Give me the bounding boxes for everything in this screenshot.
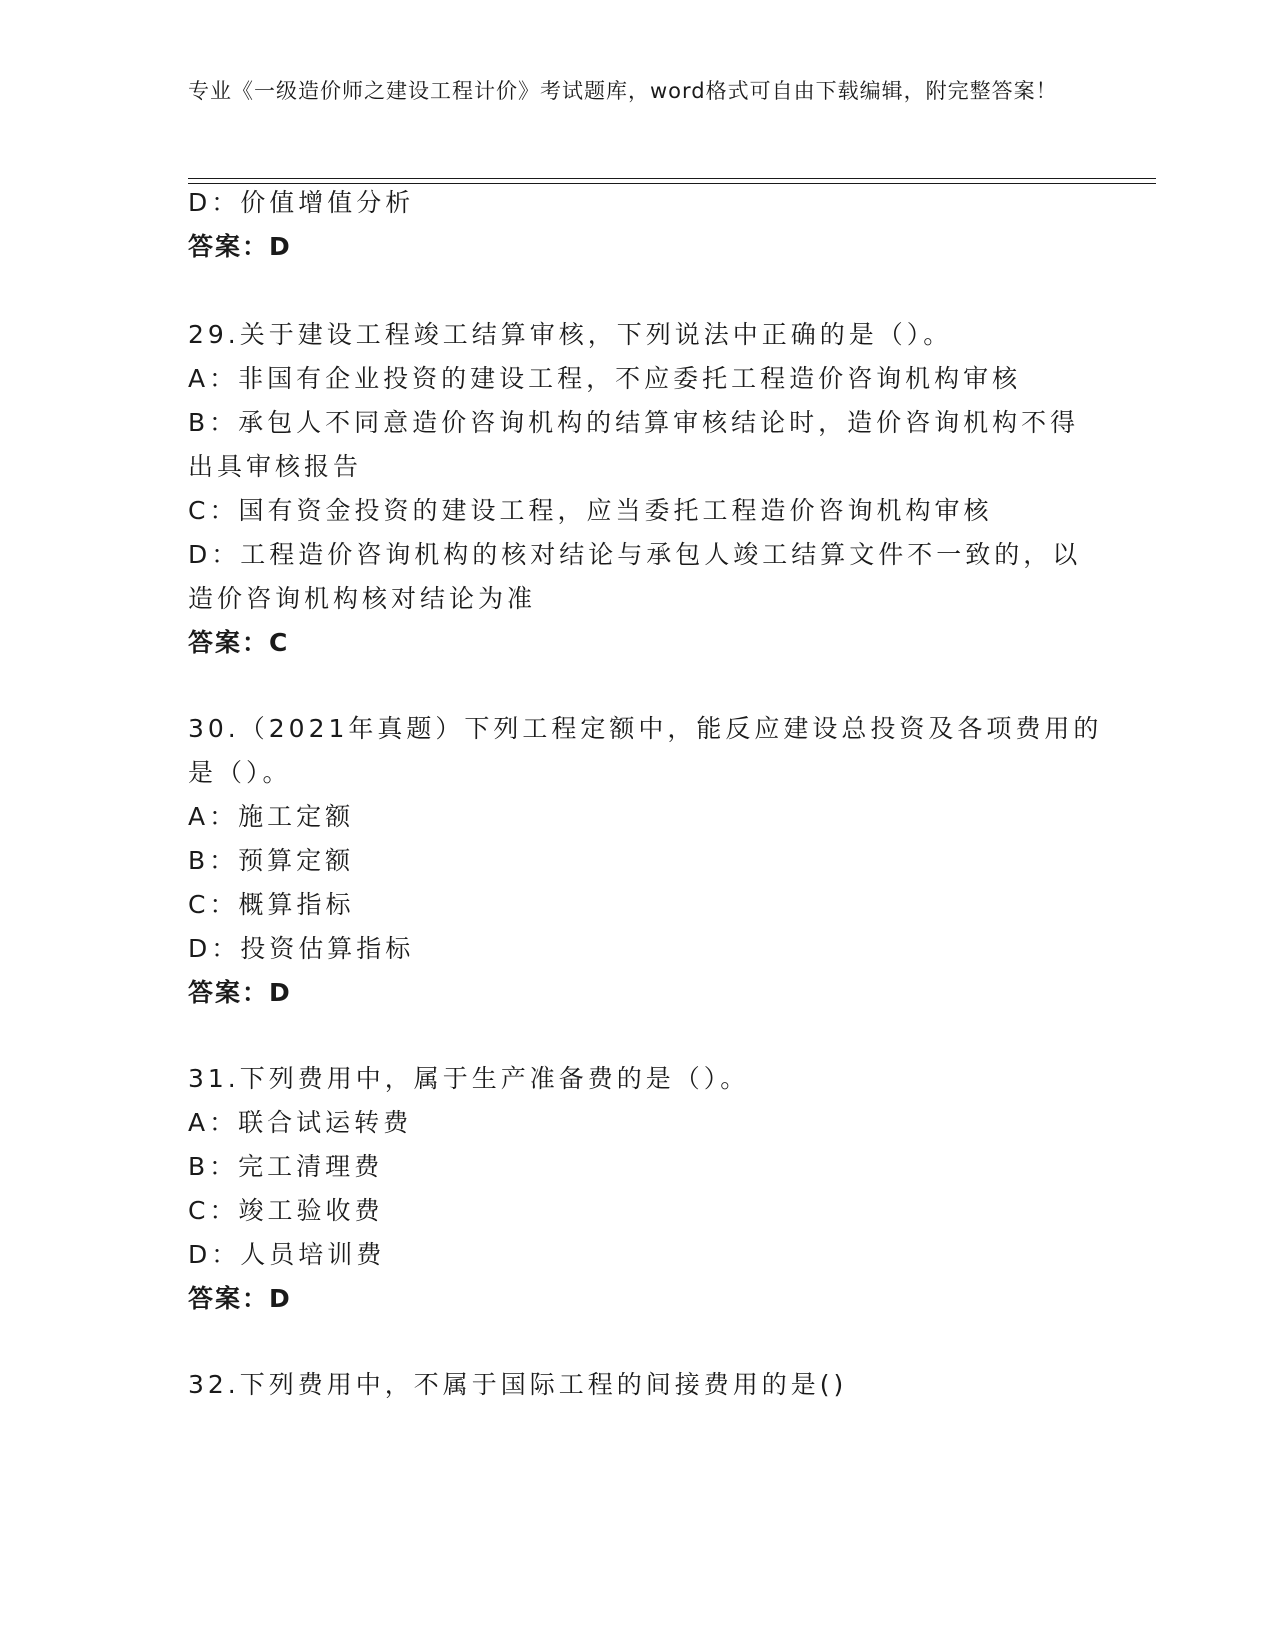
q28-option-d: D：价值增值分析 xyxy=(188,188,415,217)
q30-answer: 答案：D xyxy=(188,978,292,1007)
q31-option-c: C：竣工验收费 xyxy=(188,1196,384,1225)
header-rule-bottom xyxy=(188,183,1156,184)
q29-answer: 答案：C xyxy=(188,628,290,657)
header-rule-top xyxy=(188,178,1156,179)
q31-option-d: D：人员培训费 xyxy=(188,1240,386,1269)
q30-option-a: A：施工定额 xyxy=(188,802,355,831)
q31-option-a: A：联合试运转费 xyxy=(188,1108,413,1137)
q30-question-line2: 是（）。 xyxy=(188,758,292,787)
q28-answer: 答案：D xyxy=(188,232,292,261)
q30-question-line1: 30.（2021年真题）下列工程定额中，能反应建设总投资及各项费用的 xyxy=(188,714,1103,743)
q30-option-d: D：投资估算指标 xyxy=(188,934,415,963)
q32-question: 32.下列费用中，不属于国际工程的间接费用的是() xyxy=(188,1370,848,1399)
q31-question: 31.下列费用中，属于生产准备费的是（）。 xyxy=(188,1064,750,1093)
q29-option-b-line2: 出具审核报告 xyxy=(188,452,363,481)
q29-option-d-line1: D：工程造价咨询机构的核对结论与承包人竣工结算文件不一致的，以 xyxy=(188,540,1082,569)
q29-option-c: C：国有资金投资的建设工程，应当委托工程造价咨询机构审核 xyxy=(188,496,993,525)
q29-option-d-line2: 造价咨询机构核对结论为准 xyxy=(188,584,537,613)
q29-question: 29.关于建设工程竣工结算审核，下列说法中正确的是（）。 xyxy=(188,320,953,349)
q30-option-c: C：概算指标 xyxy=(188,890,355,919)
q31-option-b: B：完工清理费 xyxy=(188,1152,384,1181)
header-note: 专业《一级造价师之建设工程计价》考试题库，word格式可自由下载编辑，附完整答案！ xyxy=(188,79,1058,103)
q29-option-a: A：非国有企业投资的建设工程，不应委托工程造价咨询机构审核 xyxy=(188,364,1022,393)
q31-answer: 答案：D xyxy=(188,1284,292,1313)
q29-option-b-line1: B：承包人不同意造价咨询机构的结算审核结论时，造价咨询机构不得 xyxy=(188,408,1080,437)
q30-option-b: B：预算定额 xyxy=(188,846,355,875)
